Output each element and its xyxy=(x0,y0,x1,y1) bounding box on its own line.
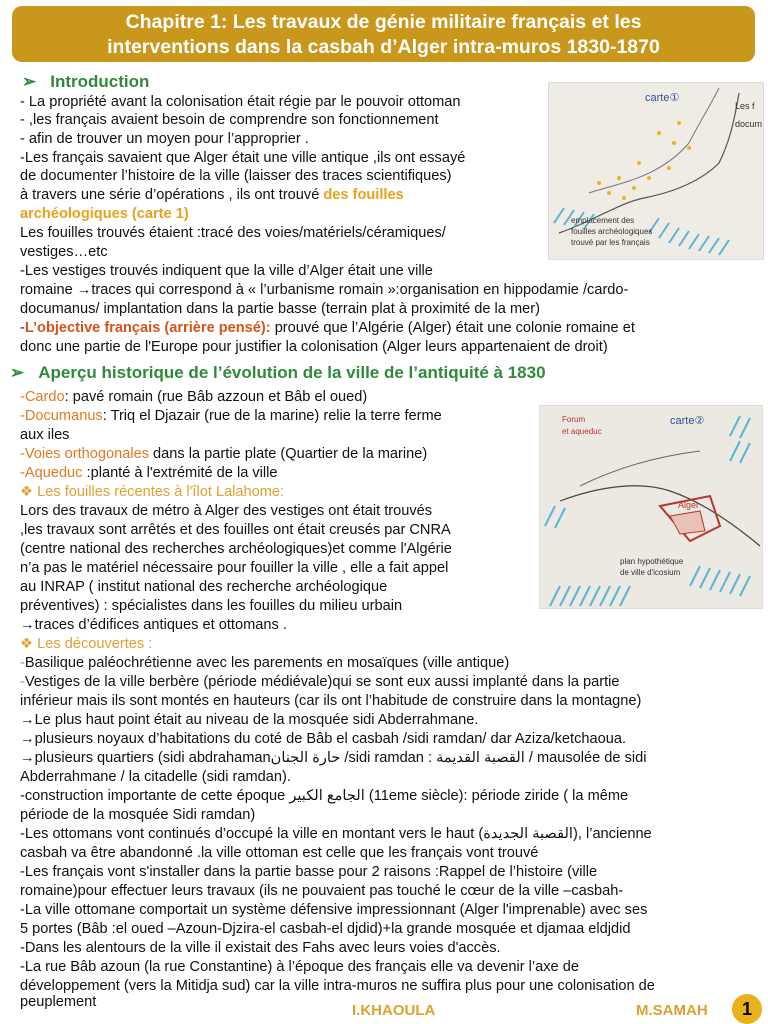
voies-text: dans la partie plate (Quartier de la marine) xyxy=(149,446,428,462)
objective-label: L’objective français (arrière pensé): xyxy=(24,320,271,336)
fouilles-line-6: préventives) : spécialistes dans les fouilles du milieu urbain xyxy=(20,598,403,614)
decouvertes-line-10: -Les ottomans vont continués d’occupé la ville en montant vers le haut (القصبة الجديدة), l’ancienne xyxy=(20,826,652,842)
intro-line-10: romaine →traces qui correspond à « l’urbanisme romain »:organisation en hippodamie /cardo- xyxy=(20,282,629,298)
aqueduc-line xyxy=(20,464,278,482)
arrow-bullet-icon: ➢ xyxy=(22,72,37,91)
map1-note1: Les f xyxy=(735,101,755,111)
cardo-text: : pavé romain (rue Bâb azzoun et Bâb el oued) xyxy=(64,389,368,405)
intro-line-1: - La propriété avant la colonisation était régie par le pouvoir ottoman xyxy=(20,94,461,110)
aqueduc-label: -Aqueduc xyxy=(20,465,83,481)
decouvertes-line-6: →plusieurs quartiers (sidi abdrahamanحارة الجنان /sidi ramdan : القصبة القديمة / mausolée de sidi xyxy=(20,750,647,766)
intro-line-8: vestiges…etc xyxy=(20,244,108,260)
voies-label: -Voies orthogonales xyxy=(20,446,149,462)
fouilles-line-3: (centre national des recherches archéologiques)et comme l'Algérie xyxy=(20,541,452,557)
map-carte-2-drawing xyxy=(540,406,762,608)
map-carte-2-image xyxy=(539,405,763,609)
decouvertes-line-11: casbah va être abandonné .la ville ottoman est celle que les français vont trouvé xyxy=(20,845,539,861)
decouvertes-line-13: romaine)pour effectuer leurs travaux (ils ne pouvaient pas touché le cœur de la ville –casbah- xyxy=(20,883,624,899)
fouilles-line-2: ,les travaux sont arrêtés et des fouilles ont était creusés par CNRA xyxy=(20,522,451,538)
objective-line xyxy=(20,319,635,337)
intro-line-4: -Les français savaient que Alger était une ville antique ,ils ont essayé xyxy=(20,150,466,166)
fouilles-line-7: →traces d’édifices antiques et ottomans . xyxy=(20,617,287,633)
intro-line-2: - ,les français avaient besoin de comprendre son fonctionnement xyxy=(20,112,439,128)
fouilles-recentes-heading: ❖ Les fouilles récentes à l'îlot Lalahome: xyxy=(20,484,285,500)
intro-line-5: de documenter l’histoire de la ville (laisser des traces scientifiques) xyxy=(20,168,452,184)
map-carte-1-image xyxy=(548,82,764,260)
aqueduc-text: :planté à l'extrémité de la ville xyxy=(82,465,278,481)
fouilles-highlight: des fouilles xyxy=(323,187,404,203)
objective-prefix: - xyxy=(20,320,25,336)
decouvertes-line-18: développement (vers la Mitidja sud) car la ville intra-muros ne suffira plus pour une colonisation de xyxy=(20,978,655,994)
apercu-heading-text: Aperçu historique de l’évolution de la ville de l’antiquité à 1830 xyxy=(38,363,546,382)
map2-note2b: de ville d'icosium xyxy=(620,568,681,577)
decouvertes-line-19: peuplement xyxy=(20,994,97,1010)
fouilles-line-5: au INRAP ( institut national des recherche archéologique xyxy=(20,579,388,595)
map-carte-1-drawing xyxy=(549,83,763,259)
footer-author-left: I.KHAOULA xyxy=(352,1002,436,1019)
page-number-badge: 1 xyxy=(732,994,762,1024)
decouvertes-line-15: 5 portes (Bâb :el oued –Azoun-Djzira-el casbah-el djdid)+la grande mosquée et djamaa eldjdid xyxy=(20,921,631,937)
documanus-line xyxy=(20,407,442,425)
map2-note1b: et aqueduc xyxy=(562,427,602,436)
objective-text: prouvé que l’Algérie (Alger) était une colonie romaine et xyxy=(270,320,635,336)
decouvertes-heading: ❖ Les découvertes : xyxy=(20,636,153,652)
fouilles-highlight-2: archéologiques (carte 1) xyxy=(20,206,189,222)
objective-line-2: donc une partie de l'Europe pour justifier la colonisation (Alger leurs appartenaient de droit) xyxy=(20,339,608,355)
decouvertes-line-5: →plusieurs noyaux d’habitations du coté de Bâb el casbah /sidi ramdan/ dar Aziza/ketchaoua. xyxy=(20,731,627,747)
map1-note1b: docum xyxy=(735,119,763,129)
decouvertes-line-3: inférieur mais ils sont montés en hauteurs (car ils ont l’habitude de construire dans la montagne) xyxy=(20,693,642,709)
decouvertes-line-4: →Le plus haut point était au niveau de la mosquée sidi Abderrahmane. xyxy=(20,712,479,728)
decouvertes-line-1: -Basilique paléochrétienne avec les parements en mosaïques (ville antique) xyxy=(20,655,510,671)
fouilles-line-1: Lors des travaux de métro à Alger des vestiges ont était trouvés xyxy=(20,503,433,519)
cardo-label: -Cardo xyxy=(20,389,65,405)
footer-author-right: M.SAMAH xyxy=(636,1002,708,1019)
intro-line-9: -Les vestiges trouvés indiquent que la ville d’Alger était une ville xyxy=(20,263,433,279)
map1-note2: emplacement des xyxy=(571,216,635,225)
documanus-label: -Documanus xyxy=(20,408,103,424)
introduction-heading-text: Introduction xyxy=(50,72,150,91)
section-apercu-heading xyxy=(10,363,546,383)
map1-note2c: trouvé par les français xyxy=(571,238,650,247)
section-introduction-heading xyxy=(22,72,149,92)
cardo-line xyxy=(20,388,367,406)
intro-line-6 xyxy=(20,186,404,204)
map1-note2b: fouilles archéologiques xyxy=(571,227,653,236)
map2-note3: Alger xyxy=(678,500,700,510)
decouvertes-line-2: -Vestiges de la ville berbère (période médiévale)qui se sont eux aussi implanté dans la partie xyxy=(20,674,620,690)
map2-note2: plan hypothétique xyxy=(620,557,684,566)
chapter-title-line2: interventions dans la casbah d’Alger intra-muros 1830-1870 xyxy=(107,36,660,58)
decouvertes-line-14: -La ville ottomane comportait un système défensive impressionnant (Alger l'imprenable) avec ses xyxy=(20,902,648,918)
map2-note1: Forum xyxy=(562,415,586,424)
decouvertes-line-16: -Dans les alentours de la ville il existait des Fahs avec leurs voies d'accès. xyxy=(20,940,501,956)
fouilles-line-4: n’a pas le matériel nécessaire pour fouiller la ville , elle a fait appel xyxy=(20,560,449,576)
intro-line-7: Les fouilles trouvés étaient :tracé des voies/matériels/céramiques/ xyxy=(20,225,446,241)
decouvertes-line-17: -La rue Bâb azoun (la rue Constantine) à l’époque des français elle va devenir l’axe de xyxy=(20,959,579,975)
map1-label: carte① xyxy=(645,92,680,104)
chapter-title-line1: Chapitre 1: Les travaux de génie militaire français et les xyxy=(125,11,642,33)
intro-line-11: documanus/ implantation dans la partie basse (terrain plat à proximité de la mer) xyxy=(20,301,540,317)
map2-label: carte② xyxy=(670,415,705,427)
decouvertes-line-7: Abderrahmane / la citadelle (sidi ramdan). xyxy=(20,769,291,785)
voies-line xyxy=(20,445,427,463)
decouvertes-line-9: période de la mosquée Sidi ramdan) xyxy=(20,807,256,823)
documanus-line-2: aux iles xyxy=(20,427,70,443)
decouvertes-line-12: -Les français vont s'installer dans la partie basse pour 2 raisons :Rappel de l’histoire (ville xyxy=(20,864,598,880)
intro-line-6-text: à travers une série d’opérations , ils ont trouvé xyxy=(20,187,324,203)
chapter-title-banner xyxy=(12,6,755,62)
arrow-bullet-icon: ➢ xyxy=(10,363,25,382)
decouvertes-line-8: -construction importante de cette époque الجامع الكبير (11eme siècle): période ziride ( la même xyxy=(20,788,629,804)
intro-line-3: - afin de trouver un moyen pour l’approprier . xyxy=(20,131,309,147)
documanus-text: : Triq el Djazair (rue de la marine) relie la terre ferme xyxy=(102,408,442,424)
